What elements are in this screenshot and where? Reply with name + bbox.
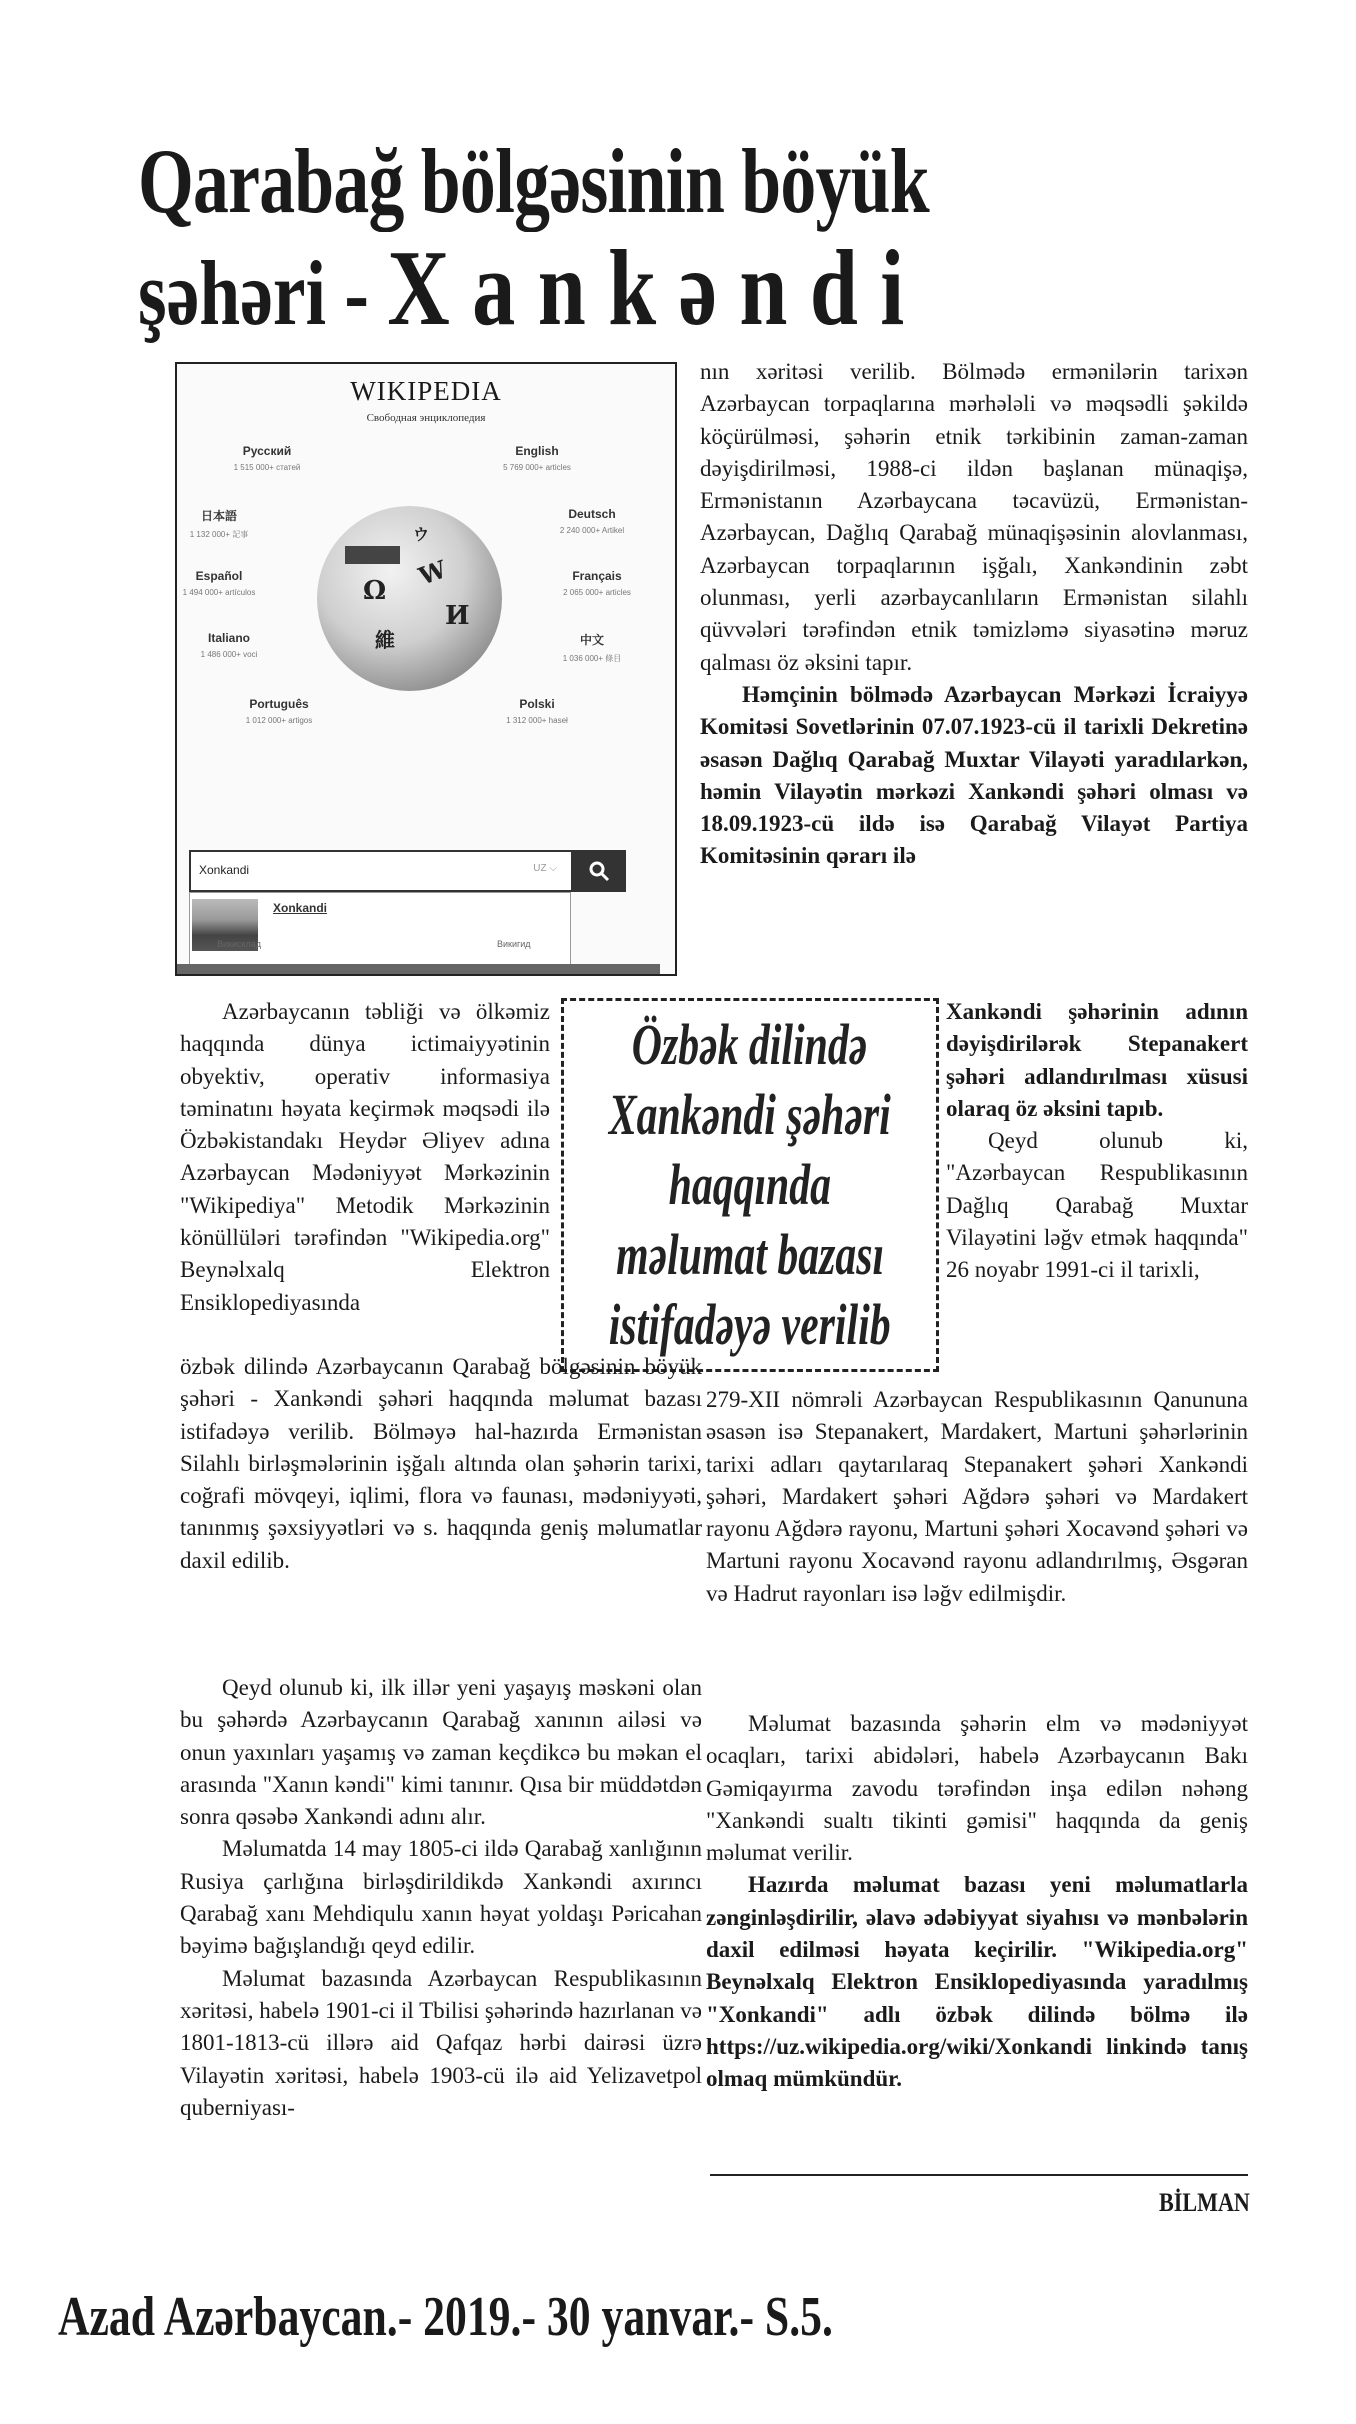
- language-link[interactable]: Italiano 1 486 000+ voci: [200, 631, 258, 659]
- search-icon: [588, 860, 610, 882]
- globe-glyph: Ω: [363, 576, 387, 606]
- paragraph: Məlumat bazasında Azərbaycan Respublikasının xəritəsi, habelə 1901-ci il Tbilisi şəhərində hazırlanan və 1801-1813-cü illərə aid Qafqaz hərbi dairəsi üzrə Vilayətin xəritəsi, habelə 1903-cü ilə aid Yelizavetpol quberniyası-: [180, 1965, 703, 2120]
- signature-divider: [710, 2174, 1248, 2176]
- article-right-column-top: [700, 356, 1248, 873]
- language-link[interactable]: English 5 769 000+ articles: [503, 444, 571, 472]
- wikipedia-screenshot: [175, 362, 677, 976]
- paragraph-bold: Hazırda məlumat bazası yeni məlumatlarla zənginləşdirilir, əlavə ədəbiyyat siyahısı və mənbələrin daxil edilməsi həyata keçirilir. "Wikipedia.org" Beynəlxalq Elektron Ensiklopediyasında yaradılmış "Xonkandi" adlı özbək dilində bölmə ilə https://uz.wikipedia.org/wiki/Xonkandi linkində tanış olmaq mümkündür.: [706, 1872, 1248, 2092]
- puzzle-piece: [345, 546, 400, 564]
- globe-glyph: W: [414, 554, 451, 591]
- globe-glyph: И: [445, 601, 470, 631]
- wikipedia-bottom-bar: [177, 964, 660, 974]
- pull-quote-box: [561, 998, 939, 1372]
- article-right-column-mid: [946, 996, 1248, 1287]
- article-intro: [180, 996, 550, 1319]
- footer-link-voyage[interactable]: Викигид: [497, 939, 531, 949]
- language-link[interactable]: Polski 1 312 000+ haseł: [506, 697, 568, 725]
- paragraph-intro: Azərbaycanın təbliği və ölkəmiz haqqında dünya ictimaiyyətinin obyektiv, operativ informasiya təminatını həyata keçirmək məqsədi ilə Özbəkistandakı Heydər Əliyev adına Azərbaycan Mədəniyyət Mərkəzinin "Wikipediya" Metodik Mərkəzinin könüllüləri tərəfindən "Wikipedia.org" Beynəlxalq Elektron Ensiklopediyasında: [180, 999, 550, 1315]
- paragraph-bold: Həmçinin bölmədə Azərbaycan Mərkəzi İcraiyyə Komitəsi Sovetlərinin 07.07.1923-cü il tarixli Dekretinə əsasən Dağlıq Qarabağ Muxtar Vilayəti yaradılarkən, həmin Vilayətin mərkəzi Xankəndi şəhəri olması və 18.09.1923-cü ildə isə Qarabağ Vilayət Partiya Komitəsinin qərarı ilə: [700, 681, 1248, 869]
- wikipedia-logo: WIKIPEDIA: [350, 376, 502, 406]
- wikipedia-tagline: Свободная энциклопедия: [366, 412, 486, 424]
- paragraph: Məlumat bazasında şəhərin elm və mədəniyyət ocaqları, tarixi abidələri, habelə Azərbaycanın Bakı Gəmiqayırma zavodu tərəfindən inşa edilən nəhəng "Xankəndi sualtı tikinti gəmisi" haqqında da geniş məlumat verilir.: [706, 1711, 1248, 1866]
- language-link[interactable]: Русский 1 515 000+ статей: [233, 444, 301, 472]
- pull-quote-line: məlumat bazası: [616, 1222, 884, 1287]
- globe-glyph: ウ: [413, 525, 430, 544]
- language-selector[interactable]: UZ ⌵: [533, 863, 557, 874]
- source-citation: Azad Azərbaycan.- 2019.- 30 yanvar.- S.5.: [58, 2286, 833, 2348]
- paragraph: 279-XII nömrəli Azərbaycan Respublikasının Qanununa əsasən isə Stepanakert, Mardakert, Martuni şəhərlərinin tarixi adları qaytarılaraq Stepanakert şəhəri Xankəndi şəhəri, Mardakert şəhəri Ağdərə şəhəri və Mardakert rayonu Ağdərə rayonu, Martuni şəhəri Xocavənd şəhəri və Martuni rayonu Xocavənd rayonu adlandırılmış, Əsgəran və Hadrut rayonları isə ləğv edilmişdir.: [706, 1387, 1248, 1606]
- wikipedia-globe-icon: [317, 506, 502, 691]
- headline: [138, 130, 1258, 348]
- search-button[interactable]: [571, 850, 626, 892]
- paragraph: Qeyd olunub ki, "Azərbaycan Respublikasının Dağlıq Qarabağ Muxtar Vilayətini ləğv etmək haqqında" 26 noyabr 1991-ci il tarixli,: [946, 1128, 1248, 1283]
- search-value: Xonkandi: [199, 863, 250, 877]
- suggestion-title[interactable]: Xonkandi: [273, 901, 328, 915]
- language-link[interactable]: 日本語 1 132 000+ 記事: [189, 509, 249, 539]
- language-link[interactable]: Deutsch 2 240 000+ Artikel: [559, 507, 625, 535]
- headline-line-2: [138, 229, 1034, 348]
- language-link[interactable]: Français 2 065 000+ articles: [563, 569, 631, 597]
- language-link[interactable]: Português 1 012 000+ artigos: [245, 697, 313, 725]
- globe-glyph: 維: [375, 628, 395, 652]
- paragraph-bold: Xankəndi şəhərinin adının dəyişdirilərək Stepanakert şəhəri adlandırılması xüsusi olaraq öz əksini tapıb.: [946, 999, 1248, 1121]
- headline-prefix: şəhəri -: [138, 242, 369, 344]
- paragraph: nın xəritəsi verilib. Bölmədə ermənilərin tarixən Azərbaycan torpaqlarına mərhələli və məqsədli şəkildə köçürülməsi, şəhərin etnik tərkibinin zaman-zaman dəyişdirilməsi, 1988-ci ildən başlanan münaqişə, Ermənistanın Azərbaycana təcavüzü, Ermənistan-Azərbaycan, Dağlıq Qarabağ münaqişəsinin alovlanması, Azərbaycan torpaqlarının işğalı, Xankəndinin zəbt olunması, yerli azərbaycanlıların Ermənistan silahlı qüvvələri tərəfindən etnik təmizləmə siyasətinə məruz qalması öz əksini tapır.: [700, 359, 1248, 675]
- pull-quote-line: istifadəyə verilib: [609, 1292, 891, 1357]
- author-signature: BİLMAN: [1159, 2188, 1250, 2217]
- article-right-column-law: [706, 1384, 1248, 1610]
- paragraph: Məlumatda 14 may 1805-ci ildə Qarabağ xanlığının Rusiya çarlığına birləşdirildikdə Xankəndi axırıncı Qarabağ xanı Mehdiqulu xanın həyat yoldaşı Pəricahan bəyimə bağışlandığı qeyd edilir.: [180, 1836, 702, 1959]
- footer-link-commons[interactable]: Викисклад: [217, 939, 262, 949]
- headline-line-1: Qarabağ bölgəsinin böyük: [138, 130, 929, 232]
- paragraph: Qeyd olunub ki, ilk illər yeni yaşayış məskəni olan bu şəhərdə Azərbaycanın Qarabağ xanının ailəsi və onun yaxınları yaşamış və zaman keçdikcə bu məkan el arasında "Xanın kəndi" kimi tanınır. Qısa bir müddətdən sonra qəsəbə Xankəndi adını alır.: [180, 1675, 702, 1830]
- pull-quote-line: haqqında: [668, 1152, 832, 1217]
- article-right-column-lower: [706, 1708, 1248, 2096]
- language-link[interactable]: 中文 1 036 000+ 條目: [562, 633, 622, 663]
- pull-quote-line: Özbək dilində: [632, 1012, 868, 1077]
- paragraph-bold: özbək dilində Azərbaycanın Qarabağ bölgəsinin böyük şəhəri - Xankəndi şəhəri haqqında məlumat bazası istifadəyə verilib. Bölməyə hal-hazırda Ermənistan Silahlı birləşmələrinin işğalı altında olan şəhərin tarixi, coğrafi mövqeyi, iqlimi, flora və faunası, mədəniyyəti, tanınmış şəxsiyyətləri və s. haqqında geniş məlumatlar daxil edilib.: [180, 1354, 702, 1573]
- language-link[interactable]: Español 1 494 000+ artículos: [182, 569, 256, 597]
- article-intro-continued: [180, 1351, 702, 1577]
- search-input[interactable]: [189, 850, 573, 892]
- article-left-column-lower: [180, 1672, 702, 2124]
- headline-emphasis: Xankəndi: [387, 229, 927, 348]
- pull-quote-line: Xankəndi şəhəri: [609, 1082, 891, 1147]
